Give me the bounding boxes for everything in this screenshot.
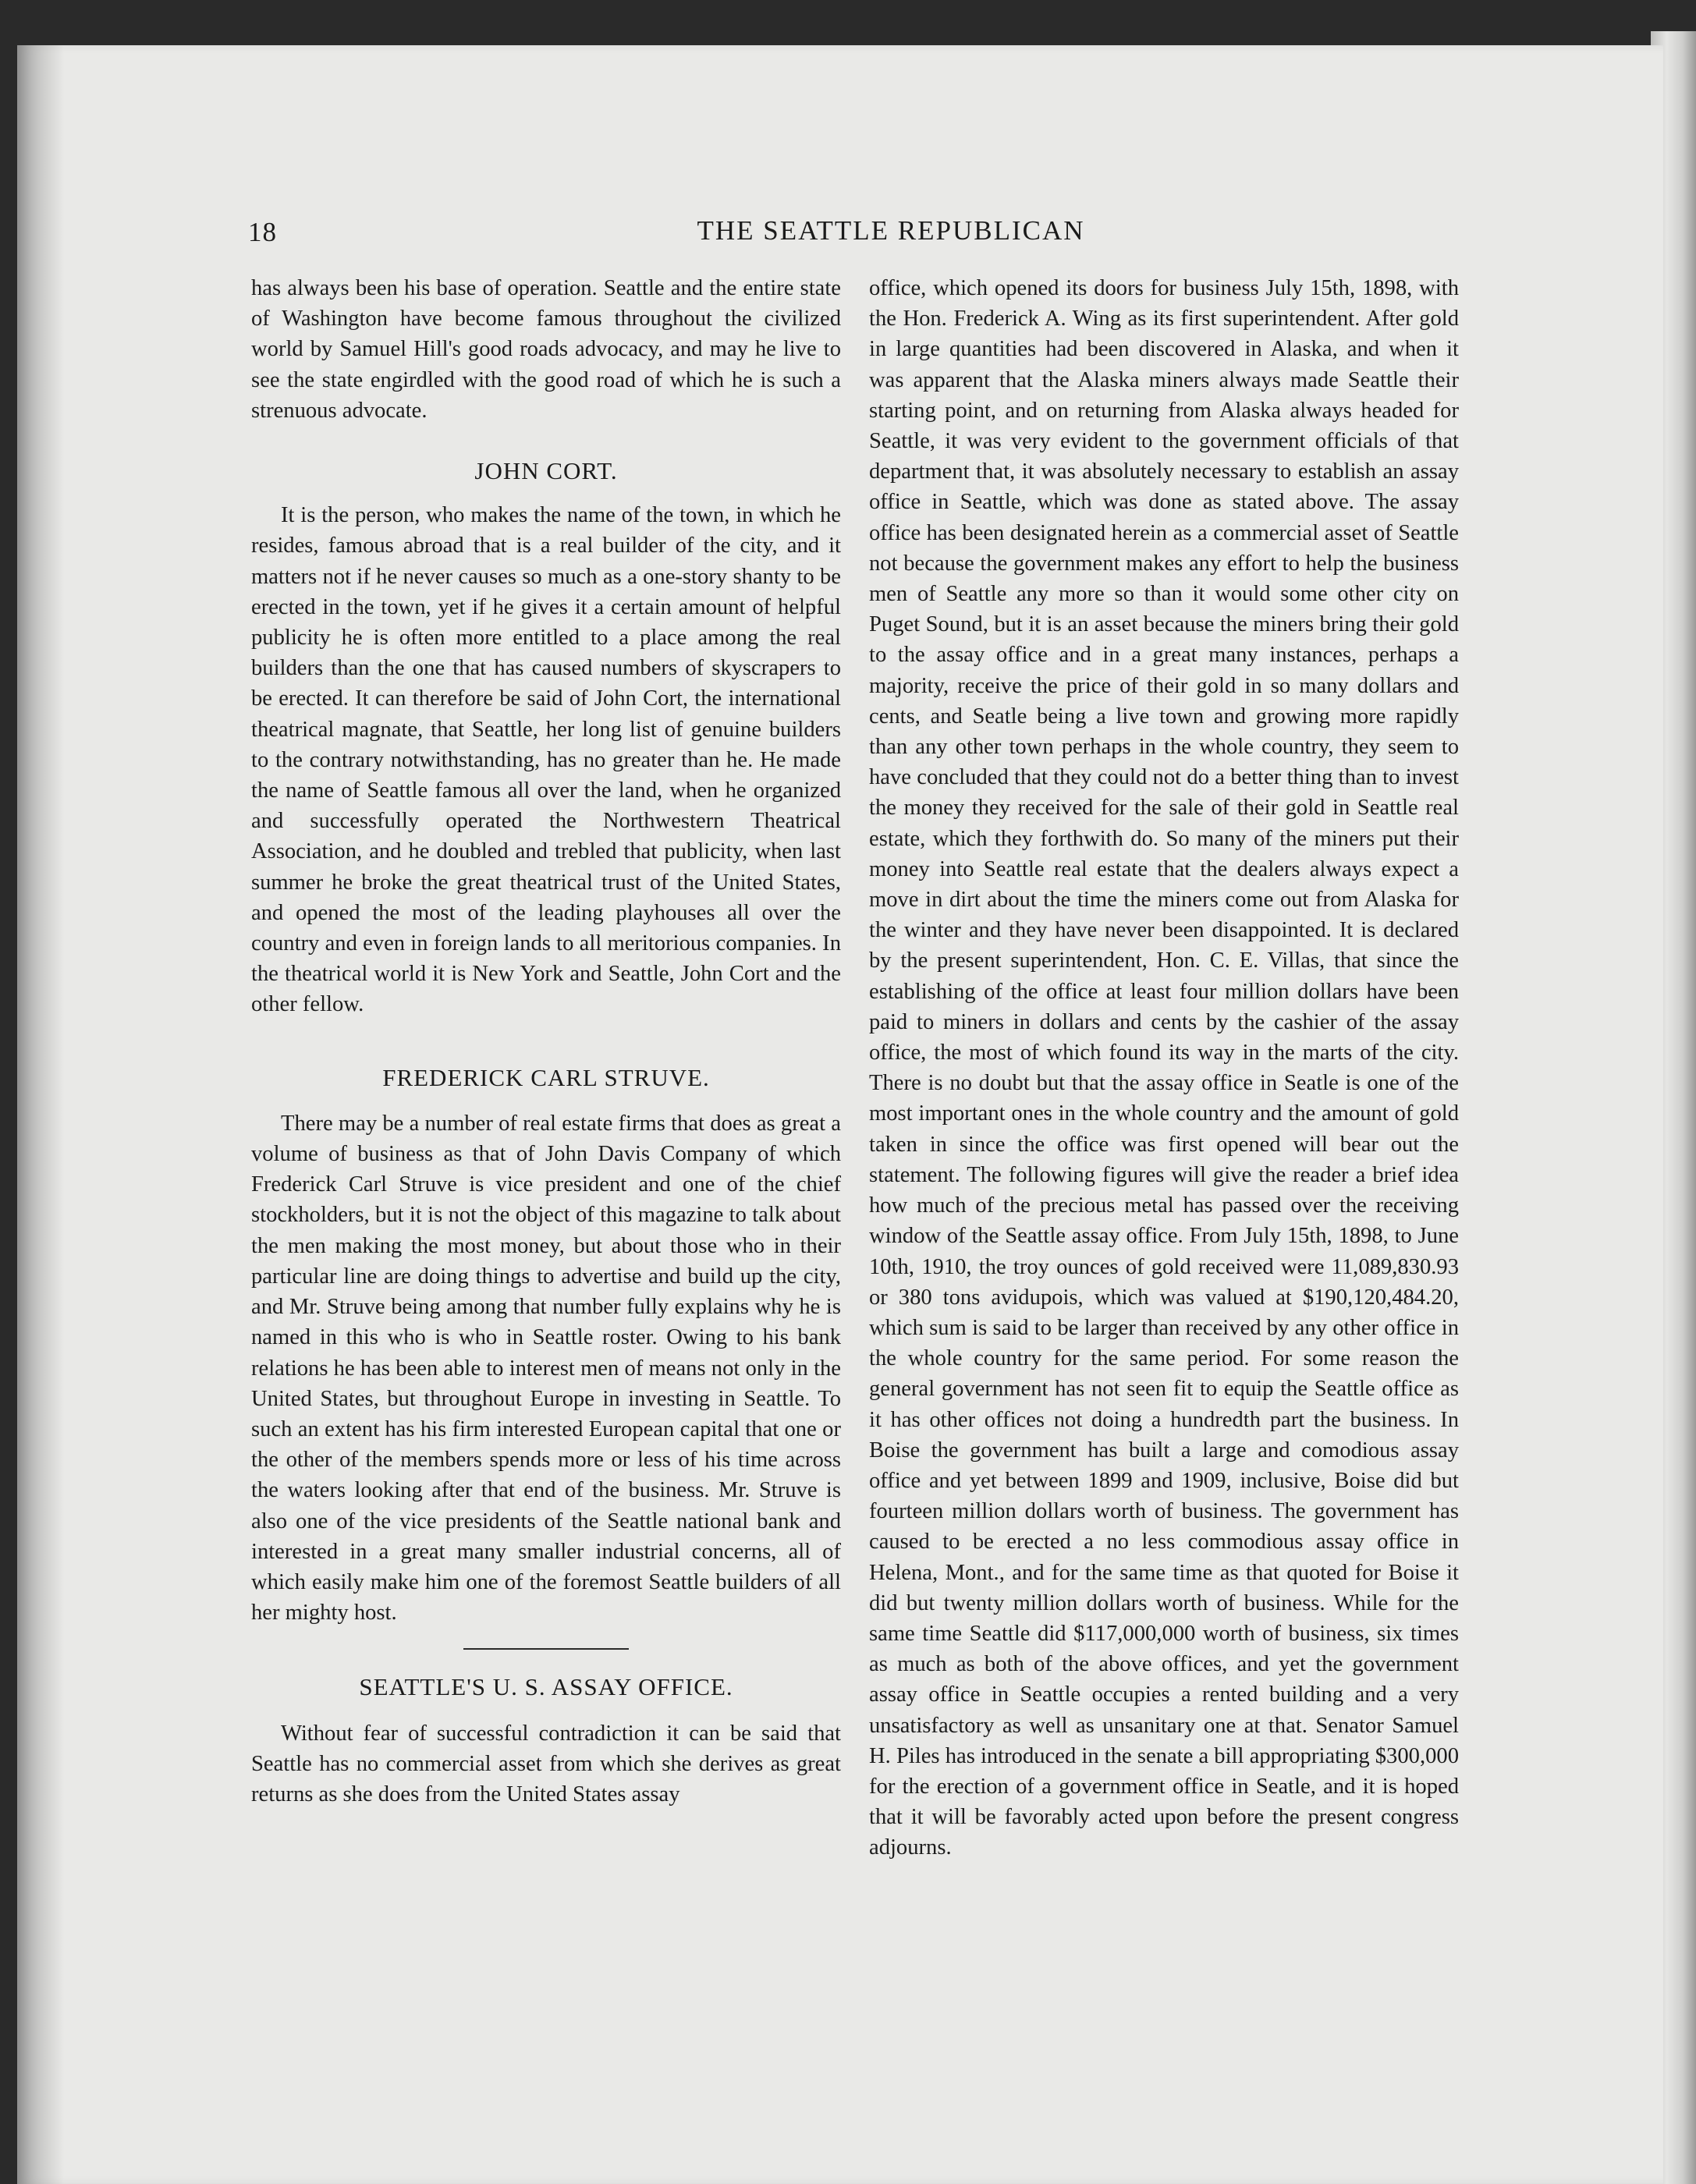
left-column [251,273,841,1810]
journal-title: THE SEATTLE REPUBLICAN [697,215,1085,246]
section-heading-struve: FREDERICK CARL STRUVE. [382,1063,710,1091]
paragraph-struve: There may be a number of real estate firms that does as great a volume of business as that of John Davis Company of which Frederick Carl Struve is vice president and one of the chief stockholders, but it is not the object of this magazine to talk about the men making the most money, but about those who in their particular line are doing things to advertise and build up the city, and Mr. Struve being among that number fully explains why he is named in this who is who in Seattle roster. Owing to his bank relations he has been able to interest men of means not only in the United States, but throughout Europe in investing in Seattle. To such an extent has his firm interested European capital that one or the other of the members spends more or less of his time across the waters looking after that end of the business. Mr. Struve is also one of the vice presidents of the Seattle national bank and interested in a great many smaller industrial concerns, all of which easily make him one of the foremost Seattle builders of all her mighty host. [251,1111,841,1626]
paragraph-assay-office-start: Without fear of successful contradiction it can be said that Seattle has no commercial asset from which she derives as great returns as she does from the United States assay [251,1721,841,1806]
section-divider-rule [463,1648,629,1650]
spine-shadow [17,45,64,2184]
intro-paragraph: has always been his base of operation. Seattle and the entire state of Washington have become famous throughout the civilized world by Samuel Hill's good roads advocacy, and may he live to see the state engirdled with the good road of which he is such a strenuous advocate. [251,276,841,423]
section-heading-assay-office: SEATTLE'S U. S. ASSAY OFFICE. [359,1673,733,1701]
page-number: 18 [248,217,277,247]
section-heading-john-cort: JOHN CORT. [474,457,618,485]
paragraph-assay-office-continued: office, which opened its doors for business July 15th, 1898, with the Hon. Frederick A. Wing as its first superintendent. After gold in large quantities had been discovered in Alaska, and when it was apparent that the Alaska miners always made Seattle their starting point, and on returning from Alaska always headed for Seattle, it was very evident to the government officials of that department that, it was absolutely necessary to establish an assay office in Seattle, which was done as stated above. The assay office has been designated herein as a commercial asset of Seattle not because the government makes any effort to help the business men of Seattle any more so than it would some other city on Puget Sound, but it is an asset because the miners bring their gold to the assay office and in a great many instances, perhaps a majority, receive the price of their gold in so many dollars and cents, and Seatle being a live town and growing more rapidly than any other town perhaps in the whole country, they seem to have concluded that they could not do a better thing than to invest the money they received for the sale of their gold in Seattle real estate, which they forthwith do. So many of the miners put their money into Seattle real estate that the dealers always expect a move in dirt about the time the miners come out from Alaska for the winter and they have never been disappointed. It is declared by the present superintendent, Hon. C. E. Villas, that since the establishing of the office at least four million dollars have been paid to miners in dollars and cents by the cashier of the assay office, the most of which found its way in the marts of the city. There is no doubt but that the assay office in Seatle is one of the most important ones in the whole country and the amount of gold taken in since the office was first opened will bear out the statement. The following figures will give the reader a brief idea how much of the precious metal has passed over the receiving window of the Seattle assay office. From July 15th, 1898, to June 10th, 1910, the troy ounces of gold received were 11,089,830.93 or 380 tons avidupois, which was valued at $190,120,484.20, which sum is said to be larger than received by any other office in the whole country for the same period. For some reason the general government has not seen fit to equip the Seattle office as it has other offices not doing a hundredth part the business. In Boise the government has built a large and comodious assay office and yet between 1899 and 1909, inclusive, Boise did but fourteen million dollars worth of business. The government has caused to be erected a no less commodious assay office in Helena, Mont., and for the same time as that quoted for Boise it did but twenty million dollars worth of business. While for the same time Seattle did $117,000,000 worth of business, six times as much as both of the above offices, and yet the government assay office in Seattle occupies a rented building and a very unsatisfactory as well as unsanitary one at that. Senator Samuel H. Piles has introduced in the senate a bill appropriating $300,000 for the erection of a government office in Seatle, and it is hoped that it will be favorably acted upon before the present congress adjourns. [869,276,1459,1860]
paragraph-john-cort: It is the person, who makes the name of the town, in which he resides, famous abroad that is a real builder of the city, and it matters not if he never causes so much as a one-story shanty to be erected in the town, yet if he gives it a certain amount of helpful publicity he is often more entitled to a place among the real builders than the one that has caused numbers of skyscrapers to be erected. It can therefore be said of John Cort, the international theatrical magnate, that Seattle, her long list of genuine builders to the contrary notwithstanding, has no greater than he. He made the name of Seattle famous all over the land, when he organized and successfully operated the Northwestern Theatrical Association, and he doubled and trebled that publicity, when last summer he broke the great theatrical trust of the United States, and opened the most of the leading playhouses all over the country and even in foreign lands to all meritorious companies. In the theatrical world it is New York and Seattle, John Cort and the other fellow. [251,503,841,1017]
right-column [869,273,1459,1863]
running-head [0,209,1696,271]
